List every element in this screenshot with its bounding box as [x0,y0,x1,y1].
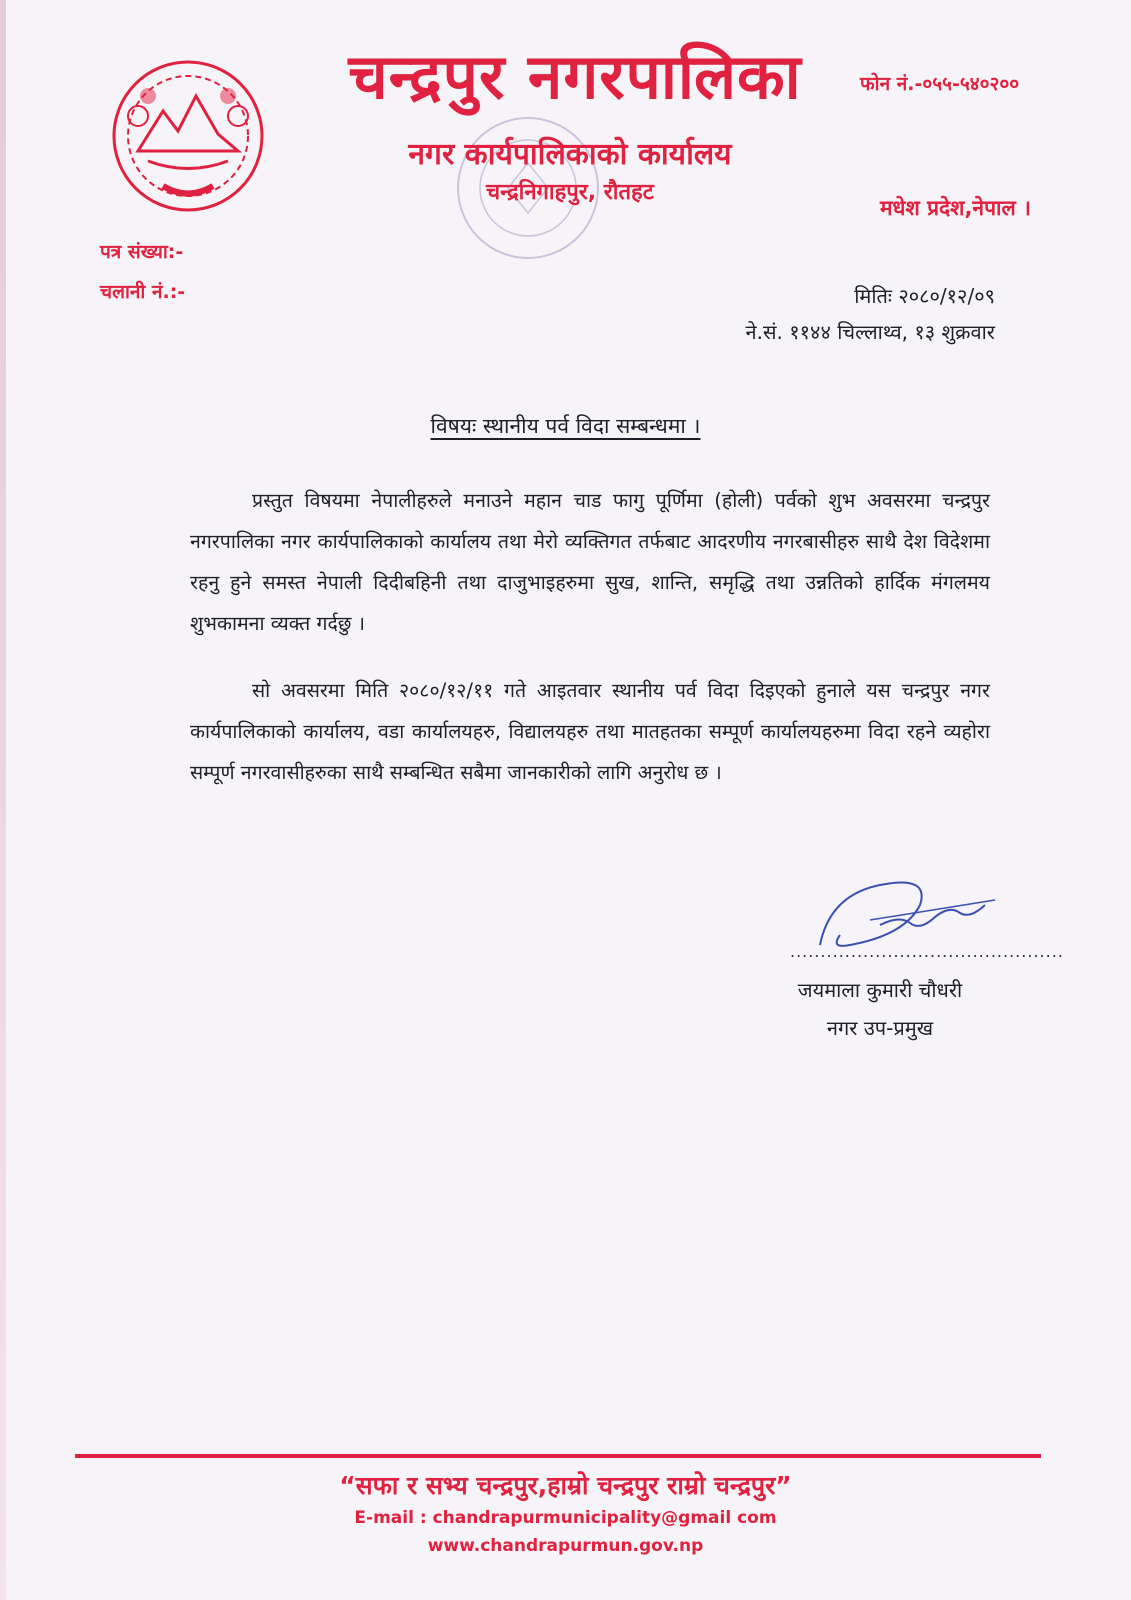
footer-divider [75,1454,1041,1458]
subject-text: विषयः स्थानीय पर्व विदा सम्बन्धमा । [430,414,701,438]
office-address: चन्द्रनिगाहपुर, रौतहट [486,180,654,205]
footer-website: www.chandrapurmun.gov.np [427,1536,704,1556]
signature-dotted-line: ............................................. [790,942,1064,961]
dispatch-number-label: चलानी नं.:- [100,281,186,303]
date-line: मितिः २०८०/१२/०९ [854,284,995,308]
signer-name: जयमाला कुमारी चौधरी [797,978,963,1002]
body-paragraph-1: प्रस्तुत विषयमा नेपालीहरुले मनाउने महान चाड फागु पूर्णिमा (होली) पर्वको शुभ अवसरमा चन्द्रपुर नगरपालिका नगर कार्यपालिकाको कार्यालय तथा मेरो व्यक्तिगत तर्फबाट आदरणीय नगरबासीहरु साथै देश विदेशमा रहनु हुने समस्त नेपाली दिदीबहिनी तथा दाजुभाइहरुमा सुख, शान्ति, समृद्धि तथा उन्नतिको हार्दिक मंगलमय शुभकामना व्यक्त गर्दछु । [190,489,990,635]
nepal-sambat-date-line: ने.सं. ११४४ चिल्लाथ्व, १३ शुक्रवार [745,320,995,344]
footer-slogan: “सफा र सभ्य चन्द्रपुर,हाम्रो चन्द्रपुर राम्रो चन्द्रपुर” [339,1471,792,1500]
phone-number: फोन नं.-०५५-५४०२०० [860,73,1020,95]
letter-subject [0,412,1131,440]
ref-number-label: पत्र संख्या:- [100,241,184,263]
footer-email: E-mail : chandrapurmunicipality@gmail com [354,1508,777,1528]
body-paragraph-2: सो अवसरमा मिति २०८०/१२/११ गते आइतवार स्थानीय पर्व विदा दिइएको हुनाले यस चन्द्रपुर नगर कार्यपालिकाको कार्यालय, वडा कार्यालयहरु, विद्यालयहरु तथा मातहतका सम्पूर्ण कार्यालयहरुमा विदा रहने व्यहोरा सम्पूर्ण नगरवासीहरुका साथै सम्बन्धित सबैमा जानकारीको लागि अनुरोध छ । [190,679,990,784]
office-name: नगर कार्यपालिकाको कार्यालय [408,137,732,172]
municipality-title: चन्द्रपुर नगरपालिका [348,40,802,113]
province: मधेश प्रदेश,नेपाल । [880,196,1031,220]
nepal-emblem-icon [108,56,268,216]
scan-edge [0,0,6,1600]
signer-title: नगर उप-प्रमुख [826,1016,934,1040]
